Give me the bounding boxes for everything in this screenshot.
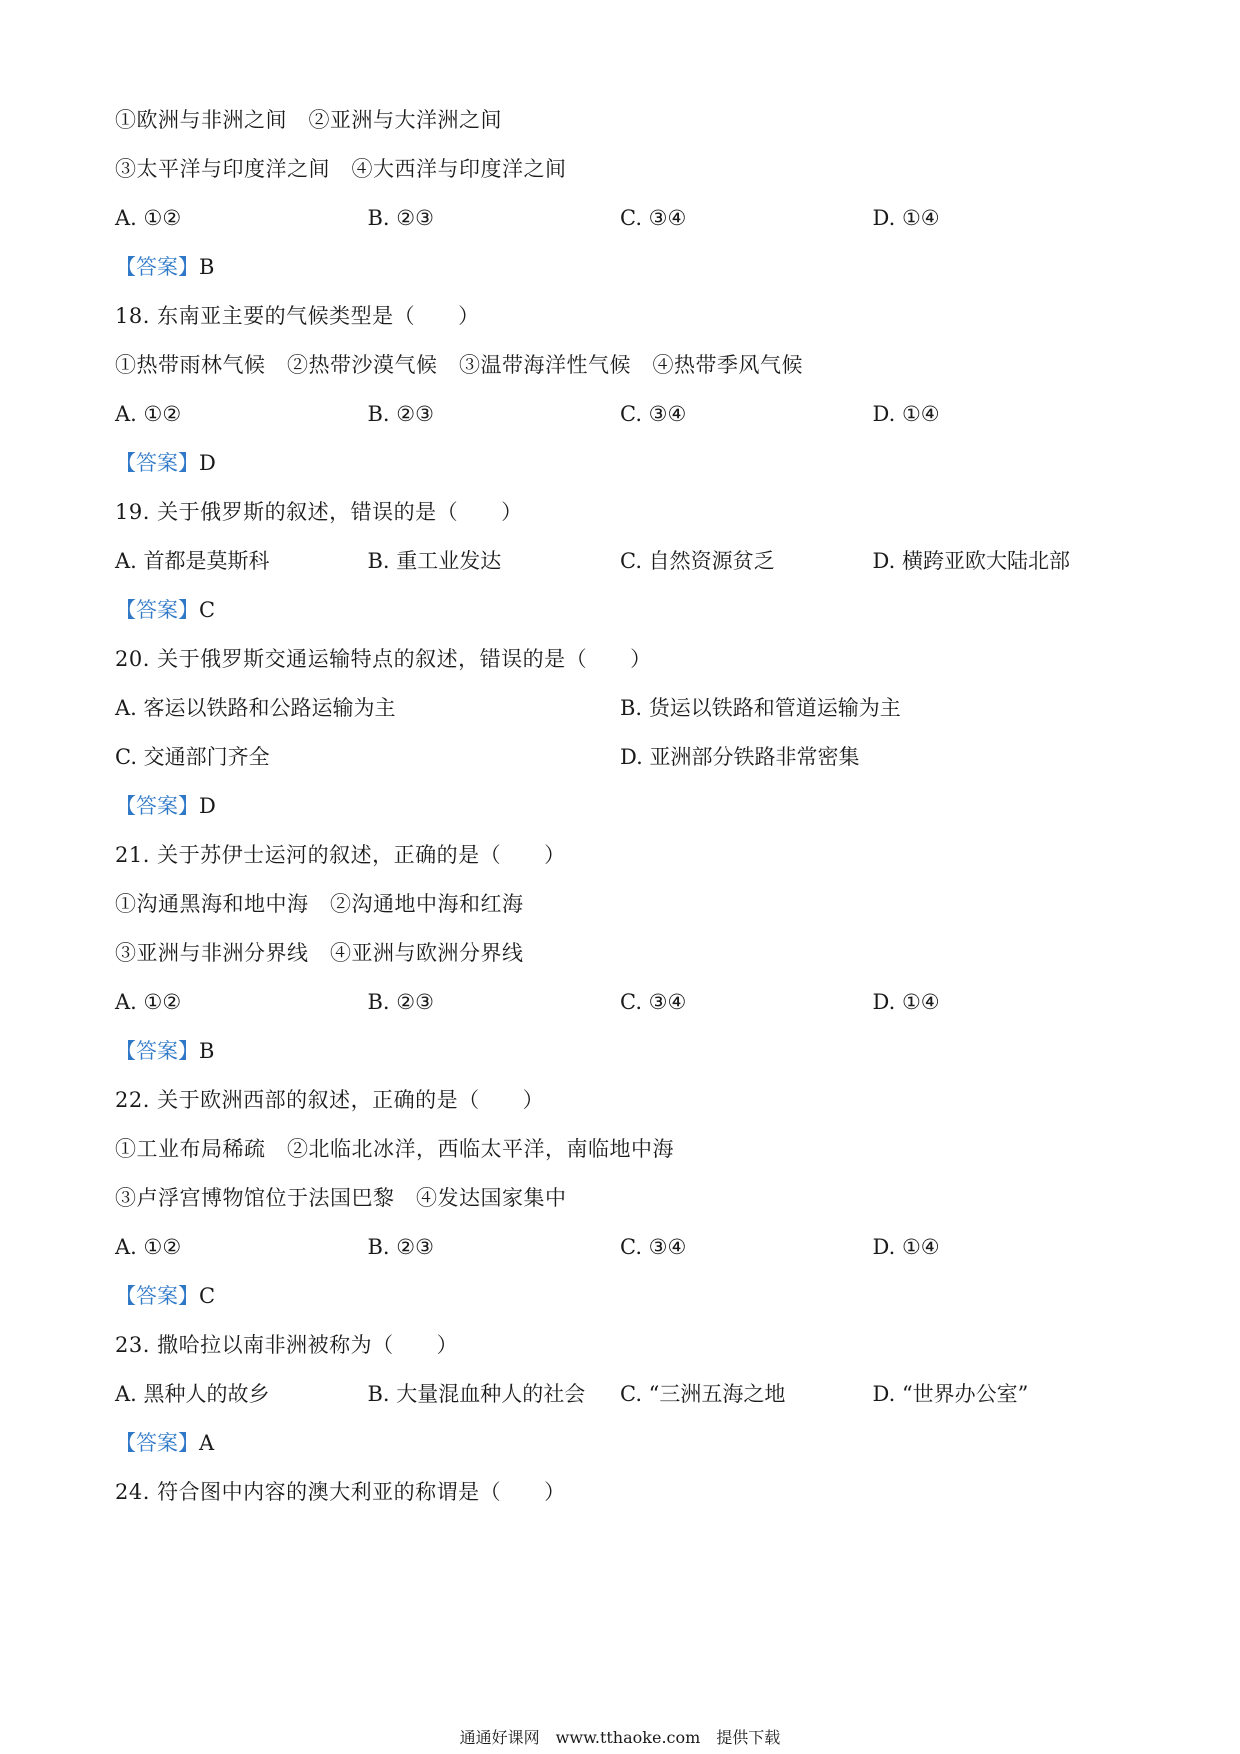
q23-option-a: A. 黑种人的故乡 xyxy=(115,1382,270,1406)
q21-statements-1: ①沟通黑海和地中海 ②沟通地中海和红海 xyxy=(115,892,524,916)
q23-option-b: B. 大量混血种人的社会 xyxy=(367,1382,586,1406)
q22-option-b: B. ②③ xyxy=(367,1235,434,1259)
q18-option-d: D. ①④ xyxy=(872,402,940,426)
q18-option-b: B. ②③ xyxy=(367,402,434,426)
q23-answer xyxy=(115,1419,1125,1468)
q20-option-c: C. 交通部门齐全 xyxy=(115,745,270,769)
q22-option-a: A. ①② xyxy=(115,1235,182,1259)
q18-option-a: A. ①② xyxy=(115,402,182,426)
q20-options-row1 xyxy=(115,684,1125,733)
q22-statements-1: ①工业布局稀疏 ②北临北冰洋，西临太平洋，南临地中海 xyxy=(115,1137,674,1161)
q20-option-d: D. 亚洲部分铁路非常密集 xyxy=(620,745,860,769)
q22-answer xyxy=(115,1272,1125,1321)
q20-question: 20. 关于俄罗斯交通运输特点的叙述，错误的是（ ） xyxy=(115,647,652,671)
answer-value: A xyxy=(199,1431,215,1455)
answer-tag: 【答案】 xyxy=(115,1039,199,1063)
q19-option-a: A. 首都是莫斯科 xyxy=(115,549,270,573)
answer-value: B xyxy=(199,255,215,279)
answer-value: C xyxy=(199,598,216,622)
q17-options xyxy=(115,194,1125,243)
q19-options xyxy=(115,537,1125,586)
q22-option-d: D. ①④ xyxy=(872,1235,940,1259)
q19-question: 19. 关于俄罗斯的叙述，错误的是（ ） xyxy=(115,500,523,524)
q23-option-d: D. “世界办公室” xyxy=(872,1382,1029,1406)
q21-statements-2: ③亚洲与非洲分界线 ④亚洲与欧洲分界线 xyxy=(115,941,524,965)
answer-tag: 【答案】 xyxy=(115,598,199,622)
answer-value: C xyxy=(199,1284,216,1308)
q21-question: 21. 关于苏伊士运河的叙述，正确的是（ ） xyxy=(115,843,566,867)
answer-tag: 【答案】 xyxy=(115,255,199,279)
q18-option-c: C. ③④ xyxy=(620,402,687,426)
answer-value: D xyxy=(199,451,216,475)
answer-value: B xyxy=(199,1039,215,1063)
q23-question: 23. 撒哈拉以南非洲被称为（ ） xyxy=(115,1333,459,1357)
q17-option-c: C. ③④ xyxy=(620,206,687,230)
q17-statements-1: ①欧洲与非洲之间 ②亚洲与大洋洲之间 xyxy=(115,108,502,132)
q20-option-a: A. 客运以铁路和公路运输为主 xyxy=(115,696,396,720)
q20-option-b: B. 货运以铁路和管道运输为主 xyxy=(620,696,901,720)
q21-option-d: D. ①④ xyxy=(872,990,940,1014)
answer-tag: 【答案】 xyxy=(115,1284,199,1308)
q17-option-d: D. ①④ xyxy=(872,206,940,230)
q21-option-a: A. ①② xyxy=(115,990,182,1014)
q19-option-c: C. 自然资源贫乏 xyxy=(620,549,775,573)
q24-question: 24. 符合图中内容的澳大利亚的称谓是（ ） xyxy=(115,1480,566,1504)
q22-options xyxy=(115,1223,1125,1272)
answer-tag: 【答案】 xyxy=(115,1431,199,1455)
answer-value: D xyxy=(199,794,216,818)
q18-options xyxy=(115,390,1125,439)
q21-options xyxy=(115,978,1125,1027)
page-footer: 通通好课网 www.tthaoke.com 提供下载 xyxy=(459,1728,781,1747)
q18-question: 18. 东南亚主要的气候类型是（ ） xyxy=(115,304,480,328)
q21-answer xyxy=(115,1027,1125,1076)
q18-statements: ①热带雨林气候 ②热带沙漠气候 ③温带海洋性气候 ④热带季风气候 xyxy=(115,353,803,377)
q17-option-a: A. ①② xyxy=(115,206,182,230)
q19-option-d: D. 横跨亚欧大陆北部 xyxy=(872,549,1070,573)
q22-question: 22. 关于欧洲西部的叙述，正确的是（ ） xyxy=(115,1088,545,1112)
q19-option-b: B. 重工业发达 xyxy=(367,549,502,573)
q23-option-c: C. “三洲五海之地 xyxy=(620,1382,786,1406)
answer-tag: 【答案】 xyxy=(115,451,199,475)
q18-answer xyxy=(115,439,1125,488)
q22-option-c: C. ③④ xyxy=(620,1235,687,1259)
answer-tag: 【答案】 xyxy=(115,794,199,818)
q20-options-row2 xyxy=(115,733,1125,782)
document-body xyxy=(115,96,1125,1517)
q22-statements-2: ③卢浮宫博物馆位于法国巴黎 ④发达国家集中 xyxy=(115,1186,567,1210)
q23-options xyxy=(115,1370,1125,1419)
q17-answer xyxy=(115,243,1125,292)
q17-statements-2: ③太平洋与印度洋之间 ④大西洋与印度洋之间 xyxy=(115,157,567,181)
q21-option-b: B. ②③ xyxy=(367,990,434,1014)
q21-option-c: C. ③④ xyxy=(620,990,687,1014)
q17-option-b: B. ②③ xyxy=(367,206,434,230)
q20-answer xyxy=(115,782,1125,831)
q19-answer xyxy=(115,586,1125,635)
